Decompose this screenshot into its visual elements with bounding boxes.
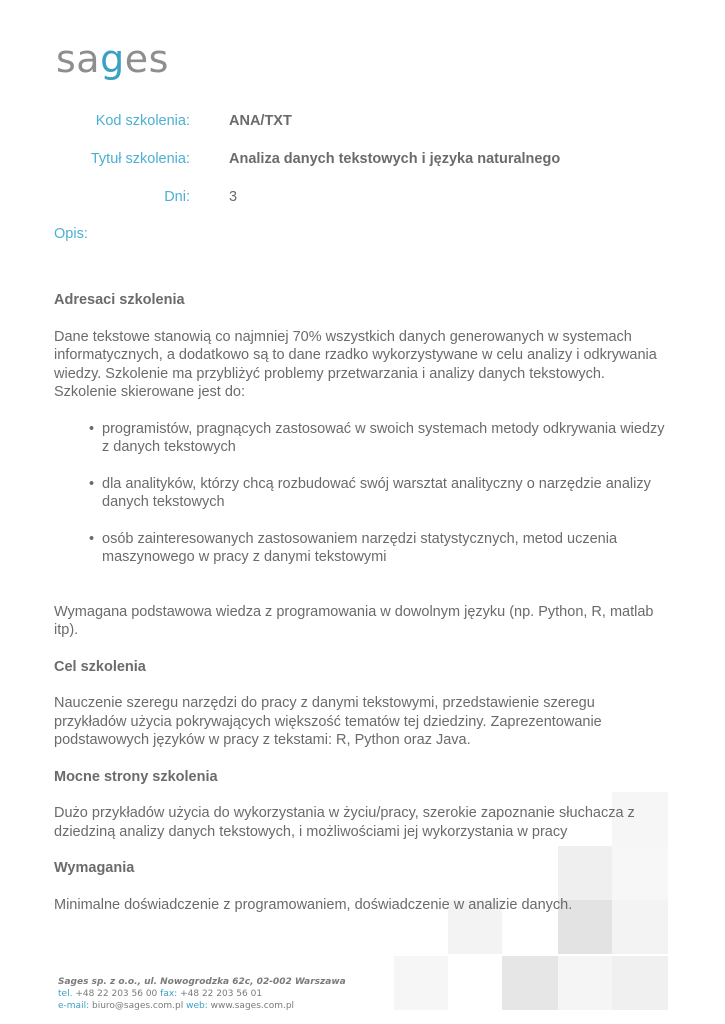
wymagania-text: Minimalne doświadczenie z programowaniem, doświadczenie w analizie danych. (54, 896, 573, 913)
footer-phone: +48 22 203 56 00 (75, 989, 158, 999)
adresaci-outro: Wymagana podstawowa wiedza z programowania w dowolnym języku (np. Python, R, matlab itp). (54, 603, 654, 638)
list-item: • osób zainteresowanych zastosowaniem narzędzi statystycznych, metod uczenia maszynowego w pracy z danymi tekstowymi (102, 530, 669, 567)
footer-email-link[interactable]: biuro@sages.com.pl (91, 1001, 184, 1011)
description-label: Opis: (54, 226, 88, 242)
section-heading-mocne: Mocne strony szkolenia (54, 768, 218, 785)
footer-phone-line: tel. +48 22 203 56 00 fax: +48 22 203 56 01 (58, 989, 263, 999)
footer-company: Sages sp. z o.o., ul. Nowogrodzka 62c, 02-002 Warszawa (58, 977, 346, 987)
course-title-label: Tytuł szkolenia: (90, 151, 190, 167)
list-item: • programistów, pragnących zastosować w swoich systemach metody odkrywania wiedzy z danych tekstowych (102, 420, 669, 457)
footer-web-link[interactable]: www.sages.com.pl (210, 1001, 295, 1011)
section-heading-adresaci: Adresaci szkolenia (54, 292, 185, 308)
footer-fax: +48 22 203 56 01 (180, 989, 263, 999)
audience-list (54, 420, 669, 567)
adresaci-intro: Dane tekstowe stanowią co najmniej 70% wszystkich danych generowanych w systemach informatycznych, a dodatkowo są to dane rzadko wykorzystywane w celu analizy i odkrywania wiedzy. Szkolenie ma przybliżyć problemy przetwarzania i analizy danych tekstowych. Szkolenie skierowane jest do: (54, 328, 657, 400)
sages-logo: sages (56, 37, 169, 81)
footer-contact-line: e-mail: biuro@sages.com.pl web: www.sages.com.pl (58, 1001, 295, 1011)
course-code-label: Kod szkolenia: (95, 113, 190, 129)
days-value: 3 (229, 189, 238, 205)
description-content (54, 291, 669, 914)
days-label: Dni: (164, 189, 190, 205)
course-title-value: Analiza danych tekstowych i języka naturalnego (229, 151, 561, 167)
cel-text: Nauczenie szeregu narzędzi do pracy z danymi tekstowymi, przedstawienie szeregu przykładów użycia pokrywających większość tematów tej dziedziny. Zaprezentowanie podstawowych języków w pracy z tekstami: R, Python oraz Java. (54, 695, 602, 748)
section-heading-cel: Cel szkolenia (54, 658, 146, 675)
course-code-value: ANA/TXT (229, 113, 292, 129)
list-item: • dla analityków, którzy chcą rozbudować swój warsztat analityczny o narzędzie analizy danych tekstowych (102, 475, 669, 512)
mocne-text: Dużo przykładów użycia do wykorzystania w życiu/pracy, szerokie zapoznanie słuchacza z dziedziną analizy danych tekstowych, i możliwościami jej wykorzystania w pracy (54, 805, 635, 840)
footer (58, 976, 346, 1012)
section-heading-wymagania: Wymagania (54, 860, 135, 876)
